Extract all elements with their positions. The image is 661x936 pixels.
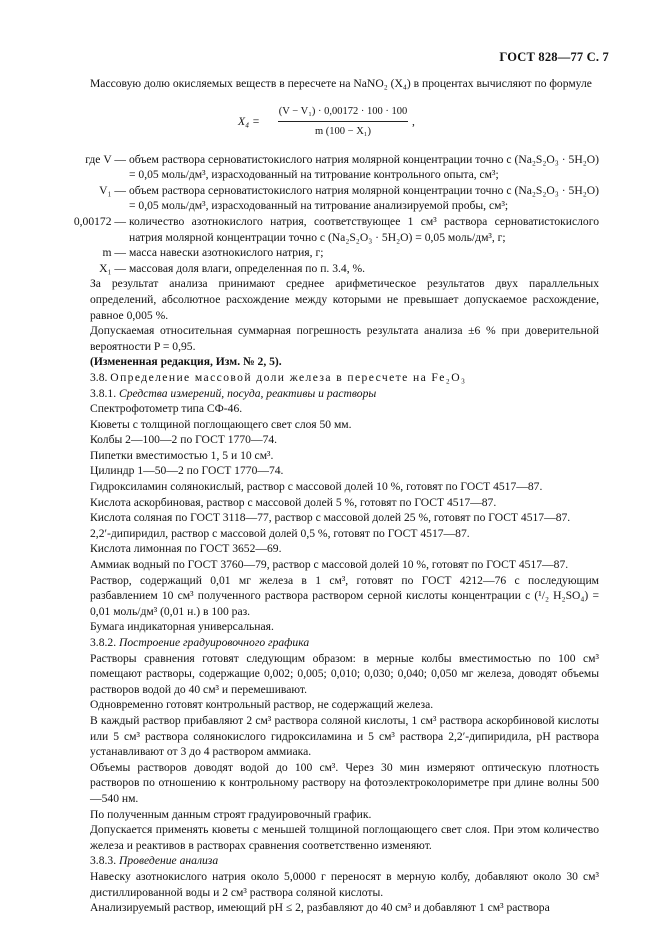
calibration-paragraph: В каждый раствор прибавляют 2 см³ раствора соляной кислоты, 1 см³ раствора аскорбиновой кислоты или 5 см³ раствора солянокислого гидроксиламина и 5 см³ раствора 2,2′-дипиридила, pH раствора устанавливают от 3 до 4 раствором аммиака. (90, 713, 599, 759)
definition-list (46, 152, 599, 277)
definition-term: m — (102, 246, 126, 260)
document-body (73, 76, 599, 916)
formula-fraction (278, 104, 408, 140)
formula-denominator: m (100 − X₁) (315, 126, 371, 138)
definition-term: X₁ — (99, 261, 126, 275)
definition-item (46, 214, 599, 245)
formula-lhs: X₄ = (238, 114, 260, 128)
section-3-8-2-heading (90, 635, 599, 651)
list-item: Кислота аскорбиновая, раствор с массовой долей 5 %, готовят по ГОСТ 4517—87. (90, 495, 497, 509)
definition-text: масса навески азотнокислого натрия, г; (129, 246, 324, 260)
list-item: Кислота лимонная по ГОСТ 3652—69. (90, 542, 282, 556)
definition-item (46, 183, 599, 214)
list-item: Пипетки вместимостью 1, 5 и 10 см³. (90, 448, 274, 462)
list-item: Кислота соляная по ГОСТ 3118—77, раствор с массовой долей 25 %, готовят по ГОСТ 4517—87. (90, 511, 571, 525)
error-paragraph: Допускаемая относительная суммарная погрешность результата анализа ±6 % при доверительной вероятности P = 0,95. (90, 324, 599, 353)
paper-paragraph: Бумага индикаторная универсальная. (90, 620, 274, 634)
definition-item (46, 152, 599, 183)
list-item: Аммиак водный по ГОСТ 3760—79, раствор с массовой долей 10 %, готовят по ГОСТ 4517—87. (90, 558, 569, 572)
section-number: 3.8.1. (90, 386, 117, 400)
edition-note: (Измененная редакция, Изм. № 2, 5). (90, 355, 282, 369)
formula-trail: , (412, 114, 415, 128)
analysis-paragraph: Навеску азотнокислого натрия около 5,0000 г переносят в мерную колбу, добавляют около 30 см³ дистиллированной воды и 2 см³ раствора соляной кислоты. (90, 869, 599, 899)
calibration-paragraph: Одновременно готовят контрольный раствор, не содержащий железа. (90, 698, 434, 712)
section-title: Проведение анализа (119, 854, 219, 868)
definition-text: объем раствора серноватистокислого натрия молярной концентрации точно c (Na₂S₂O₃ · 5H₂O) = 0,05 моль/дм³, израсходованный на титрование анализируемой пробы, см³; (129, 183, 599, 213)
section-3-8-1-heading (90, 386, 599, 402)
definition-term: где V — (85, 152, 126, 166)
list-item: Кюветы с толщиной поглощающего свет слоя 50 мм. (90, 417, 352, 431)
formula (90, 104, 599, 140)
section-title: Определение массовой доли железа в пересчете на Fe₂O₃ (110, 370, 467, 384)
list-item: Гидроксиламин солянокислый, раствор с массовой долей 10 %, готовят по ГОСТ 4517—87. (90, 480, 543, 494)
section-title: Построение градуировочного графика (119, 636, 310, 649)
calibration-paragraph: Допускается применять кюветы с меньшей толщиной поглощающего свет слоя. При этом количество железа и реактивов в растворах сравнения соответственно изменяют. (90, 823, 599, 852)
section-title: Средства измерений, посуда, реактивы и растворы (119, 386, 377, 400)
formula-numerator: (V − V₁) · 0,00172 · 100 · 100 (278, 104, 408, 123)
list-item: Колбы 2—100—2 по ГОСТ 1770—74. (90, 433, 278, 447)
section-number: 3.8.2. (90, 636, 117, 649)
intro-paragraph: Массовую долю окисляемых веществ в пересчете на NaNO₂ (X₄) в процентах вычисляют по формуле (90, 77, 592, 90)
definition-item (46, 245, 599, 261)
section-3-8-heading (90, 370, 599, 386)
definition-term: V₁ — (99, 183, 126, 197)
calibration-paragraph: По полученным данным строят градуировочный график. (90, 807, 372, 821)
calibration-paragraph: Растворы сравнения готовят следующим образом: в мерные колбы вместимостью по 100 см³ помещают растворы, содержащие 0,002; 0,005; 0,010; 0,030; 0,040; 0,050 мг железа, доводят объемы растворов водой до 40 см³ и перемешивают. (90, 651, 599, 696)
list-item: Цилиндр 1—50—2 по ГОСТ 1770—74. (90, 464, 284, 478)
calibration-paragraph: Объемы растворов доводят водой до 100 см³. Через 30 мин измеряют оптическую плотность растворов по отношению к контрольному раствору на фотоэлектроколориметре при длине волны 500—540 нм. (90, 760, 599, 805)
definition-text: количество азотнокислого натрия, соответствующее 1 см³ раствора серноватистокислого натрия молярной концентрации точно c (Na₂S₂O₃ · 5H₂O) = 0,05 моль/дм³, г; (129, 214, 599, 244)
list-item: Спектрофотометр типа СФ-46. (90, 402, 243, 416)
result-paragraph: За результат анализа принимают среднее арифметическое результатов двух параллельных определений, абсолютное расхождение между которыми не превышает допускаемое расхождение, равное 0,005 %. (90, 277, 599, 322)
section-3-8-3-heading (90, 853, 599, 869)
list-item: 2,2′-дипиридил, раствор с массовой долей 0,5 %, готовят по ГОСТ 4517—87. (90, 526, 470, 540)
definition-text: объем раствора серноватистокислого натрия молярной концентрации точно c (Na₂S₂O₃ · 5H₂O) = 0,05 моль/дм³, израсходованный на титрование контрольного опыта, см³; (129, 152, 599, 182)
solution-paragraph: Раствор, содержащий 0,01 мг железа в 1 см³, готовят по ГОСТ 4212—76 с последующим разбавлением 10 см³ полученного раствора раствором серной кислоты концентрации c (¹/₂ H₂SO₄) = 0,01 моль/дм³ (0,01 н.) в 100 раз. (90, 573, 599, 618)
definition-term: 0,00172 — (73, 214, 126, 228)
section-number: 3.8. (90, 370, 108, 384)
page-header: ГОСТ 828—77 С. 7 (499, 50, 609, 64)
section-number: 3.8.3. (90, 854, 117, 868)
definition-text: массовая доля влаги, определенная по п. 3.4, %. (129, 261, 366, 275)
analysis-paragraph: Анализируемый раствор, имеющий pH ≤ 2, разбавляют до 40 см³ и добавляют 1 см³ раствора (90, 901, 550, 915)
definition-item (46, 261, 599, 277)
